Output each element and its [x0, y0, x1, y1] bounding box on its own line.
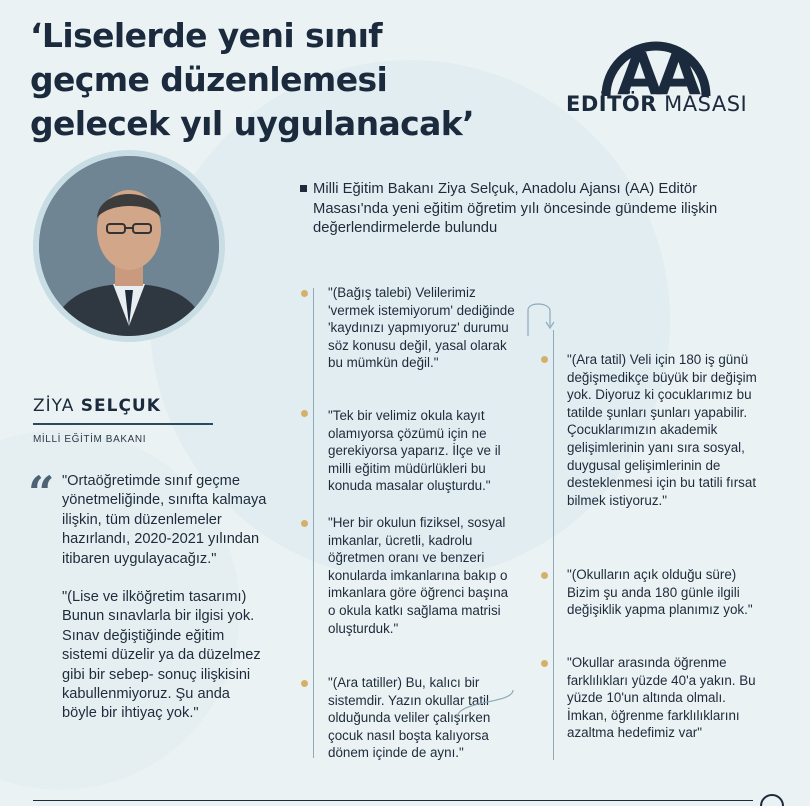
timeline-dot	[541, 356, 548, 363]
person-first-name: ZİYA	[33, 396, 75, 416]
square-bullet-icon	[300, 185, 307, 192]
timeline-dot	[541, 660, 548, 667]
connector-arrow-icon	[518, 296, 558, 336]
timeline-quote: "Her bir okulun fiziksel, sosyal imkanlar, ücretli, kadrolu öğretmen oranı ve benzeri konularda imkanlarına bakıp o imkanlara göre öğrenci başına o okula katkı sağlama matrisi oluşturduk."	[328, 515, 509, 636]
quote-icon: “	[28, 466, 55, 520]
headline: ‘Liselerde yeni sınıf geçme düzenlemesi gelecek yıl uygulanacak’	[30, 16, 475, 143]
name-divider	[33, 423, 213, 425]
timeline-quote: "Tek bir velimiz okula kayıt olamıyorsa çözümü için ne gerekiyorsa yaparız. İlçe ve il milli eğitim müdürlükleri bu konuda masalar oluşturdu."	[328, 408, 501, 494]
timeline-dot	[301, 520, 308, 527]
portrait-frame	[33, 150, 225, 342]
timeline-quote: "(Ara tatil) Veli için 180 iş günü değişmedikçe büyük bir değişim yok. Diyoruz ki çocuklarımız bu tatilde şunları şunları yapabilir. Çocuklarımızın akademik gelişimlerinin yanı sıra sosyal, duygusal gelişimlerinin de desteklenmesi için bu tatili fırsat bilmek istiyoruz."	[567, 352, 757, 508]
left-quote: "(Lise ve ilköğretim tasarımı) Bunun sınavlarla bir ilgisi yok. Sınav değiştiğinde eğitim sistemi düzelir ya da düzelmez gibi bir sebep- sonuç ilişkisini kabullenmiyoruz. Şu anda böyle bir ihtiyaç yok."	[62, 589, 261, 722]
footer-divider	[33, 800, 753, 801]
left-quotes	[62, 472, 268, 743]
person-silhouette-icon	[39, 156, 219, 336]
connector-curve-icon	[455, 690, 515, 720]
timeline-quote: "Okullar arasında öğrenme farklılıkları yüzde 40'a yakın. Bu yüzde 10'un altında olmalı. İmkan, öğrenme farklılıklarını azaltma hedefimiz var"	[567, 655, 756, 741]
footer-circle-icon	[760, 794, 784, 806]
logo-brand-light: MASASI	[664, 92, 748, 116]
lead-bullet	[313, 180, 753, 239]
left-quote: "Ortaöğretimde sınıf geçme yönetmeliğinde, sınıfta kalmaya ilişkin, tüm düzenlemeler hazırlandı, 2020-2021 yılından itibaren uygulayacağız."	[62, 473, 267, 567]
person-name	[33, 396, 161, 416]
timeline-dot	[301, 290, 308, 297]
timeline-dot	[301, 410, 308, 417]
logo-brand-bold: EDİTÖR	[566, 92, 657, 116]
lead-bullet-text: Milli Eğitim Bakanı Ziya Selçuk, Anadolu Ajansı (AA) Editör Masası'nda yeni eğitim öğretim yılı öncesinde gündeme ilişkin değerlendirmelerde bulundu	[313, 181, 718, 237]
person-role: MİLLİ EĞİTİM BAKANI	[33, 434, 147, 445]
timeline-line-1	[313, 288, 314, 758]
logo-brand	[566, 92, 746, 116]
timeline-quote: "(Bağış talebi) Velilerimiz 'vermek istemiyorum' dediğinde 'kaydınızı yapmıyoruz' durumu söz konusu değil, yasal olarak bu mümkün değil."	[328, 285, 515, 371]
timeline-quote: "(Ara tatiller) Bu, kalıcı bir sistemdir. Yazın okullar tatil olduğunda veliler çalışırken çocuk nasıl boşta kalıyorsa dönem içinde de aynı."	[328, 675, 491, 761]
person-last-name: SELÇUK	[80, 396, 161, 416]
timeline-dot	[301, 680, 308, 687]
timeline-dot	[541, 572, 548, 579]
timeline-line-2	[553, 330, 554, 760]
logo-letters: AA	[617, 40, 695, 108]
timeline-quote: "(Okulların açık olduğu süre) Bizim şu anda 180 günle ilgili değişiklik yapma planımız yok."	[567, 567, 753, 618]
portrait-photo	[39, 156, 219, 336]
